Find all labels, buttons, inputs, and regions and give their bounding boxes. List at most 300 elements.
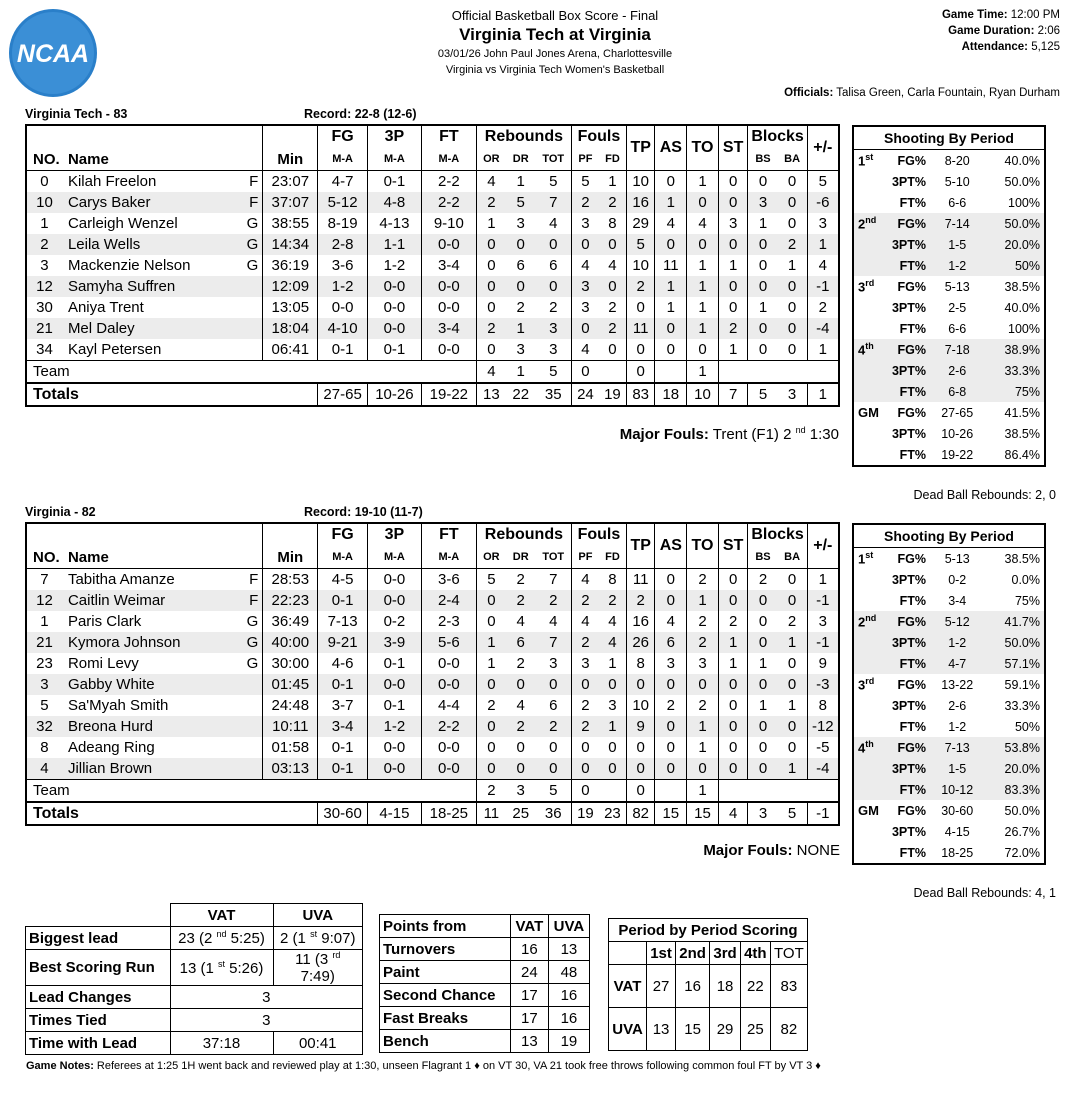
player-row [26, 297, 839, 318]
shooting-period [853, 611, 884, 632]
team-stat-as [655, 361, 687, 384]
stat-bs: 1 [748, 297, 778, 318]
stat-dr: 2 [516, 299, 525, 316]
player-name-text: Gabby White [67, 676, 155, 693]
header-or: OR [476, 148, 506, 171]
stat-pf: 0 [571, 758, 598, 780]
period-header: 3rd [710, 942, 741, 965]
stat-ba: 0 [778, 674, 808, 695]
stat-tp: 2 [626, 276, 655, 297]
shooting-header-row [853, 126, 1045, 150]
player-min: 36:19 [263, 255, 318, 276]
stat-st: 2 [718, 318, 748, 339]
stat-bs: 0 [748, 318, 778, 339]
stat-st: 3 [718, 213, 748, 234]
stat-or: 1 [476, 653, 506, 674]
stat-fd: 1 [599, 716, 626, 737]
player-min: 23:07 [263, 171, 318, 193]
shooting-made-attempted: 4-15 [944, 824, 970, 839]
header-bs: BS [748, 546, 778, 569]
totals-label: Totals [33, 804, 79, 822]
stat-dr: 5 [506, 192, 536, 213]
stat-as: 0 [655, 590, 687, 611]
stat-to: 1 [687, 318, 719, 339]
player-number: 4 [26, 758, 62, 780]
stat-st: 0 [718, 569, 748, 591]
header-blank [26, 523, 263, 546]
stat-or: 0 [476, 716, 506, 737]
header-fg: FG [318, 125, 368, 148]
stat-3p: 4-13 [367, 213, 421, 234]
shooting-percentage: 33.3% [984, 360, 1045, 381]
player-number: 23 [36, 655, 53, 672]
shooting-title: Shooting By Period [853, 524, 1045, 548]
team-stat-dr: 3 [516, 782, 525, 799]
stat-as: 0 [655, 674, 687, 695]
major-fouls [620, 425, 839, 443]
stat-plus-minus: 3 [807, 611, 839, 632]
player-name-text: Carleigh Wenzel [67, 215, 178, 232]
player-row [26, 234, 839, 255]
period-number: 2 [858, 614, 866, 630]
stat-pf: 4 [571, 339, 598, 361]
stat-or: 0 [476, 758, 506, 780]
period-ordinal: th [865, 739, 874, 750]
shooting-made-attempted: 8-20 [944, 153, 970, 168]
totals-pf: 19 [571, 802, 598, 825]
stat-tp: 0 [626, 339, 655, 361]
game-notes [26, 1060, 821, 1072]
team-blank [318, 780, 477, 803]
matchup-title: Virginia Tech at Virginia [459, 25, 651, 44]
stat-dr: 6 [506, 632, 536, 653]
shooting-made-attempted: 6-8 [930, 381, 984, 402]
shooting-made-attempted: 10-12 [930, 779, 984, 800]
stat-bs: 0 [748, 674, 778, 695]
shooting-percentage: 72.0% [1004, 845, 1040, 860]
totals-tp: 82 [626, 802, 655, 825]
stat-bs: 3 [748, 192, 778, 213]
stat-fd: 0 [599, 758, 626, 780]
period-number: 4 [858, 740, 866, 756]
player-row [26, 653, 839, 674]
player-name [62, 758, 263, 780]
shooting-stat-label: FT% [899, 719, 926, 734]
shooting-stat-label: FT% [899, 593, 926, 608]
totals-as: 15 [655, 802, 687, 825]
period-number: GM [858, 405, 879, 420]
stat-tot: 6 [549, 697, 558, 714]
player-name [62, 339, 263, 361]
stat-tot: 4 [549, 613, 558, 630]
stat-as: 0 [655, 171, 687, 193]
player-min: 24:48 [263, 695, 318, 716]
player-number: 12 [26, 276, 62, 297]
stat-st: 1 [718, 339, 748, 361]
stat-to: 2 [687, 695, 719, 716]
stat-tp: 0 [626, 674, 655, 695]
stat-plus-minus: 4 [807, 255, 839, 276]
shooting-row [853, 653, 1045, 674]
stat-or: 2 [476, 695, 506, 716]
player-min: 03:13 [263, 758, 318, 780]
stat-ba: 1 [787, 257, 797, 274]
shooting-stat-label: 3PT% [884, 758, 930, 779]
value-part: 7:49) [300, 968, 335, 985]
shooting-row [853, 758, 1045, 779]
stat-to: 0 [687, 339, 719, 361]
player-name-text: Caitlin Weimar [67, 592, 166, 609]
stat-fg: 0-1 [318, 674, 368, 695]
team-title: Virginia - 82 [25, 505, 96, 519]
game-notes-text: Referees at 1:25 1H went back and reviewed play at 1:30, unseen Flagrant 1 ♦ on VT 30, VA 21 took free throws following common foul FT by VT 3 ♦ [96, 1060, 821, 1072]
stat-pf: 2 [571, 695, 598, 716]
player-name [62, 213, 263, 234]
stat-tot: 5 [549, 173, 558, 190]
stat-tot: 0 [536, 674, 572, 695]
player-name [62, 632, 263, 653]
shooting-stat-label: FG% [884, 339, 930, 360]
stat-ft: 0-0 [421, 674, 476, 695]
period-number: GM [858, 803, 879, 818]
player-min: 22:23 [263, 590, 318, 611]
shooting-percentage: 20.0% [984, 234, 1045, 255]
duration-label: Game Duration: [948, 25, 1035, 37]
player-number: 3 [26, 674, 62, 695]
major-fouls-time: 1:30 [809, 426, 839, 443]
shooting-period [853, 821, 884, 842]
header-as: AS [655, 125, 687, 171]
stat-or: 1 [476, 213, 506, 234]
shooting-stat-label: FG% [897, 803, 926, 818]
player-name-text: Sa'Myah Smith [67, 697, 169, 714]
player-row [26, 758, 839, 780]
totals-dr: 25 [512, 805, 530, 822]
shooting-period [853, 758, 884, 779]
stat-as: 0 [655, 234, 687, 255]
shooting-percentage: 53.8% [984, 737, 1045, 758]
stat-to: 1 [687, 590, 719, 611]
stat-tot: 3 [536, 318, 572, 339]
header-fg: FG [318, 523, 368, 546]
shooting-period [853, 192, 884, 213]
stat-or: 0 [476, 276, 506, 297]
shooting-percentage: 50.0% [984, 632, 1045, 653]
period-ordinal: th [865, 341, 874, 352]
points-from-row [380, 961, 590, 984]
totals-or: 13 [476, 383, 506, 406]
shooting-made-attempted: 10-26 [941, 426, 974, 441]
summary-header-uva: UVA [273, 904, 363, 927]
player-row [26, 632, 839, 653]
shooting-period [853, 632, 884, 653]
stat-plus-minus: 9 [807, 653, 839, 674]
team-stat-pf: 0 [571, 361, 598, 384]
player-position: F [249, 571, 259, 588]
player-position: G [246, 215, 259, 232]
shooting-percentage: 100% [1008, 195, 1040, 210]
totals-bs: 5 [748, 383, 778, 406]
stat-ba: 0 [787, 655, 797, 672]
stat-ft: 2-3 [421, 611, 476, 632]
period-score: 22 [740, 965, 770, 1008]
stat-tot: 7 [536, 192, 572, 213]
points-from-vat: VAT [510, 915, 548, 938]
stat-3p: 0-0 [367, 737, 421, 758]
shooting-percentage: 50% [984, 255, 1045, 276]
player-position: G [246, 634, 259, 651]
stat-st: 1 [718, 653, 748, 674]
shooting-stat-label: FT% [884, 255, 930, 276]
shooting-row [853, 800, 1045, 821]
stat-fg: 4-6 [318, 653, 368, 674]
shooting-made-attempted: 5-10 [944, 174, 970, 189]
shooting-stat-label: FT% [884, 779, 930, 800]
shooting-stat-label: FT% [899, 447, 926, 462]
header-ma: M-A [318, 148, 368, 171]
stat-bs: 1 [748, 695, 778, 716]
shooting-row [853, 171, 1045, 192]
date-venue: 03/01/26 John Paul Jones Arena, Charlottesville [437, 48, 673, 60]
points-from-row [380, 1030, 590, 1053]
totals-fg: 30-60 [318, 802, 368, 825]
shooting-row [853, 297, 1045, 318]
stat-fg: 4-7 [318, 171, 368, 193]
header-tp: TP [626, 523, 655, 569]
shooting-percentage: 41.5% [1004, 405, 1040, 420]
header-min: Min [263, 546, 318, 569]
player-name-text: Mackenzie Nelson [67, 257, 191, 274]
stat-ft: 0-0 [421, 758, 476, 780]
header-ba: BA [784, 153, 801, 165]
stat-fd: 0 [599, 674, 626, 695]
time-lead-label: Time with Lead [26, 1032, 171, 1055]
stat-to: 1 [687, 297, 719, 318]
stat-ba: 0 [778, 192, 808, 213]
player-min: 40:00 [263, 632, 318, 653]
stat-tp: 2 [626, 590, 655, 611]
header-blocks: Blocks [748, 125, 807, 148]
shooting-row [853, 716, 1045, 737]
shooting-percentage: 75% [1014, 593, 1040, 608]
player-name-text: Carys Baker [67, 194, 151, 211]
player-number: 34 [36, 341, 53, 358]
header-to: TO [687, 125, 719, 171]
best-run-uva [273, 950, 363, 986]
player-row [26, 171, 839, 193]
stat-plus-minus: 1 [807, 569, 839, 591]
stat-to: 1 [687, 255, 719, 276]
ordinal: nd [216, 929, 227, 939]
period-ordinal: rd [865, 278, 875, 289]
major-fouls [703, 842, 840, 859]
shooting-percentage: 83.3% [984, 779, 1045, 800]
stat-3p: 0-0 [367, 569, 421, 591]
period-scoring-table [608, 918, 808, 1051]
stat-or: 4 [476, 171, 506, 193]
stat-dr: 0 [506, 234, 536, 255]
stat-plus-minus: -12 [807, 716, 839, 737]
best-run-vat [170, 950, 273, 986]
player-name [62, 674, 263, 695]
player-name-text: Romi Levy [67, 655, 139, 672]
shooting-period [853, 276, 884, 297]
stat-fd: 8 [608, 571, 617, 588]
player-row [26, 716, 839, 737]
stat-3p: 0-1 [367, 171, 421, 193]
shooting-period [853, 569, 884, 590]
stat-to: 1 [687, 276, 719, 297]
header-dr: DR [512, 153, 529, 165]
stat-bs: 0 [748, 276, 778, 297]
stat-pf: 2 [571, 716, 598, 737]
stat-dr: 0 [516, 739, 525, 756]
shooting-made-attempted: 18-25 [941, 845, 974, 860]
stat-as: 0 [655, 758, 687, 780]
stat-tp: 0 [626, 758, 655, 780]
stat-fd: 2 [608, 299, 617, 316]
stat-dr: 1 [516, 173, 525, 190]
player-min: 28:53 [263, 569, 318, 591]
totals-pf: 24 [571, 383, 598, 406]
points-from-label: Second Chance [380, 984, 511, 1007]
stat-3p: 0-0 [367, 758, 421, 780]
duration: 2:06 [1037, 25, 1060, 37]
period-number: 3 [858, 279, 866, 295]
player-name [62, 611, 263, 632]
stat-pf: 0 [571, 318, 598, 339]
player-name [62, 590, 263, 611]
shooting-period [853, 360, 884, 381]
shooting-percentage: 26.7% [1004, 824, 1040, 839]
points-from-uva-value: 16 [548, 984, 589, 1007]
shooting-row [853, 213, 1045, 234]
player-row [26, 674, 839, 695]
shooting-percentage: 38.9% [984, 339, 1045, 360]
value-part: 5:25) [226, 930, 265, 947]
team-stat-as [655, 780, 687, 803]
stat-plus-minus: -4 [807, 758, 839, 780]
period-header: 2nd [676, 942, 710, 965]
stat-bs: 0 [748, 716, 778, 737]
stat-ft: 9-10 [421, 213, 476, 234]
stat-ft: 0-0 [421, 737, 476, 758]
team-record: Record: 22-8 (12-6) [304, 107, 417, 121]
stat-to: 1 [687, 716, 719, 737]
period-number: 4 [858, 342, 866, 358]
stat-fg: 0-1 [318, 339, 368, 361]
period-blank [609, 942, 647, 965]
stat-pf: 0 [571, 674, 598, 695]
shooting-period [853, 674, 884, 695]
team-blank [263, 780, 318, 803]
player-min: 01:58 [263, 737, 318, 758]
shooting-percentage: 50.0% [984, 213, 1045, 234]
stat-tp: 10 [626, 171, 655, 193]
player-name [62, 737, 263, 758]
stat-fd: 0 [608, 341, 617, 358]
stat-ft: 3-6 [421, 569, 476, 591]
player-row [26, 276, 839, 297]
stat-as: 0 [655, 716, 687, 737]
stat-fg: 0-0 [318, 297, 368, 318]
stat-fd: 0 [599, 276, 626, 297]
stat-bs: 0 [748, 632, 778, 653]
stat-plus-minus: 1 [807, 339, 839, 361]
stat-fd: 0 [608, 739, 617, 756]
player-row [26, 213, 839, 234]
value-part: 5:26) [225, 959, 264, 977]
stat-pf: 4 [571, 255, 598, 276]
header-ba: BA [784, 551, 801, 563]
totals-ba: 5 [787, 805, 797, 822]
totals-plus-minus: -1 [807, 802, 839, 825]
period-scoring-row [609, 965, 808, 1008]
team-stat-pf: 0 [571, 780, 598, 803]
player-min: 38:55 [263, 213, 318, 234]
stat-to: 2 [687, 632, 719, 653]
totals-3p: 4-15 [367, 802, 421, 825]
shooting-stat-label: FG% [884, 213, 930, 234]
player-min: 12:09 [263, 276, 318, 297]
shooting-stat-label: 3PT% [884, 234, 930, 255]
times-tied: 3 [170, 1009, 363, 1032]
stat-ba: 0 [787, 173, 797, 190]
stat-as: 11 [655, 255, 687, 276]
stat-bs: 0 [748, 611, 778, 632]
shooting-made-attempted: 6-6 [948, 321, 967, 336]
player-name [62, 255, 263, 276]
team-stat-pm [807, 361, 839, 384]
stat-st: 2 [718, 611, 748, 632]
shooting-period [853, 423, 884, 444]
stat-ba: 0 [787, 571, 797, 588]
game-summary-table [25, 903, 363, 1055]
team-stat-bs [748, 361, 778, 384]
period-score: 27 [647, 965, 676, 1008]
points-from-uva-value: 16 [548, 1007, 589, 1030]
player-position: F [249, 592, 259, 609]
stat-or: 0 [476, 674, 506, 695]
shooting-stat-label: FG% [884, 611, 930, 632]
shooting-header-row [853, 524, 1045, 548]
points-from-vat-value: 13 [510, 1030, 548, 1053]
stat-fg: 9-21 [318, 632, 368, 653]
shooting-percentage: 0.0% [1011, 572, 1040, 587]
player-name-text: Paris Clark [67, 613, 142, 630]
shooting-period [853, 297, 884, 318]
stat-dr: 0 [506, 758, 536, 780]
ordinal: rd [332, 950, 341, 960]
player-name-text: Kayl Petersen [67, 341, 162, 358]
team-stat-tp: 0 [626, 780, 655, 803]
stat-ba: 0 [778, 276, 808, 297]
team-stat-tp: 0 [626, 361, 655, 384]
lead-changes: 3 [170, 986, 363, 1009]
officials [784, 87, 1060, 99]
shooting-made-attempted: 6-6 [948, 195, 967, 210]
header-st: ST [718, 523, 748, 569]
stat-3p: 0-2 [367, 611, 421, 632]
totals-plus-minus: 1 [807, 383, 839, 406]
stat-tot: 7 [536, 632, 572, 653]
player-min: 06:41 [263, 339, 318, 361]
totals-row [26, 802, 839, 825]
stat-ft: 3-4 [421, 255, 476, 276]
team-stat-ba [778, 361, 808, 384]
points-from-table [379, 914, 590, 1053]
stat-fd: 8 [608, 215, 617, 232]
